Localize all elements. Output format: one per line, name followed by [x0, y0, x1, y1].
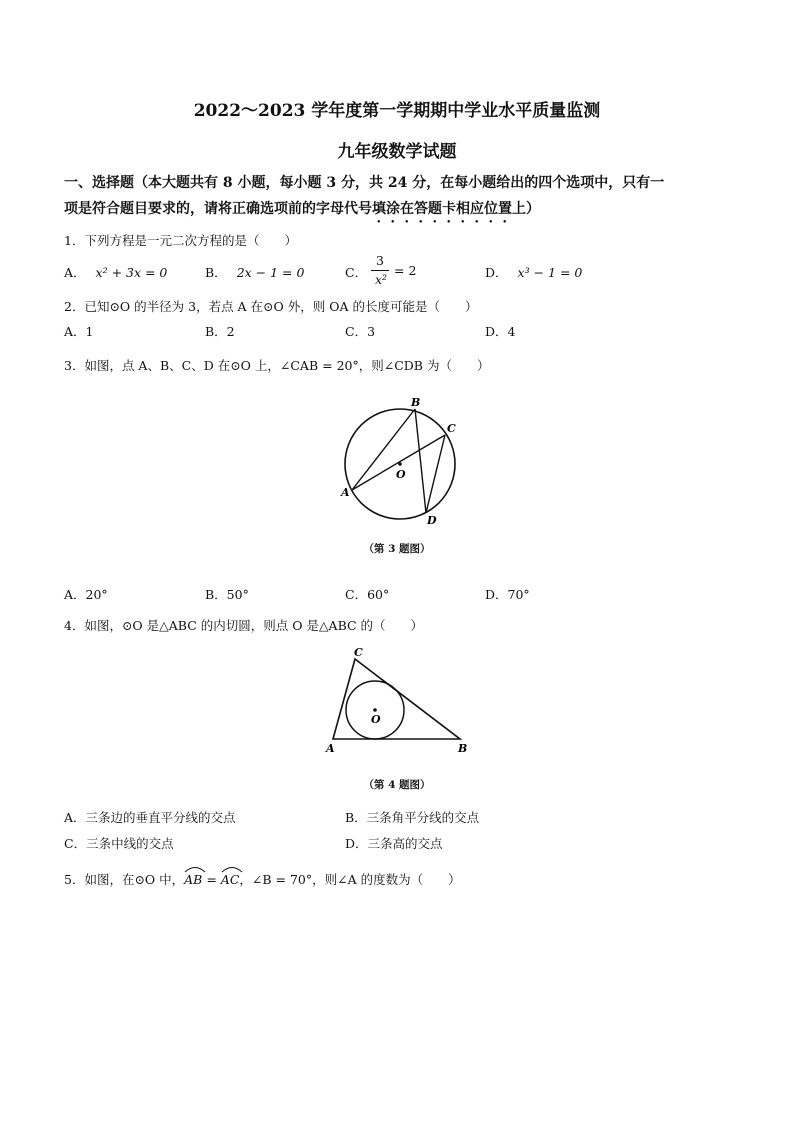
q5-arc-ab: AB [184, 872, 202, 887]
q3-stem: 3．如图，点 A、B、C、D 在⊙O 上，∠CAB = 20°，则∠CDB 为（ ） [64, 358, 490, 373]
q4-option-a: A．三条边的垂直平分线的交点 [64, 810, 236, 825]
q1-option-c-label: C． [345, 265, 368, 280]
q3-center-dot [398, 462, 402, 466]
q1-option-a: A． x² + 3x = 0 [64, 265, 168, 280]
q4-option-b: B．三条角平分线的交点 [345, 810, 480, 825]
section-heading-start: 项是符合题目要求的，请将正确选项前的字母代号 [64, 201, 372, 217]
q1-option-c-denominator: x² [374, 272, 388, 287]
q3-label-d: D [427, 514, 437, 527]
q2-option-b: B．2 [205, 324, 235, 339]
q3-caption: （第 3 题图） [363, 543, 431, 555]
q4-incircle-figure [320, 644, 480, 756]
q2-stem: 2．已知⊙O 的半径为 3，若点 A 在⊙O 外，则 OA 的长度可能是（ ） [64, 299, 478, 314]
q4-option-d: D．三条高的交点 [345, 836, 443, 851]
q1-option-d: D． x³ − 1 = 0 [485, 265, 583, 280]
q4-caption: （第 4 题图） [363, 779, 431, 791]
section-heading-end: 上） [512, 201, 540, 217]
exam-title: 2022～2023 学年度第一学期期中学业水平质量监测 [193, 101, 601, 121]
q2-option-a: A．1 [64, 324, 94, 339]
q4-label-o: O [371, 713, 381, 726]
arc-icon [184, 865, 206, 873]
q4-label-b: B [458, 742, 468, 755]
section-heading-line2 [64, 198, 540, 226]
q4-label-a: A [326, 742, 335, 755]
q1-fraction-bar [371, 270, 389, 271]
exam-subtitle: 九年级数学试题 [337, 142, 457, 162]
q1-option-b: B． 2x − 1 = 0 [205, 265, 305, 280]
q3-label-b: B [411, 396, 421, 409]
section-heading-emphasis: 填涂在答题卡相应位置 [372, 201, 512, 217]
q3-option-c: C．60° [345, 587, 390, 602]
q3-label-a: A [341, 486, 350, 499]
q3-option-a: A．20° [64, 587, 108, 602]
q3-option-d: D．70° [485, 587, 530, 602]
q4-label-c: C [354, 646, 363, 659]
q3-circle-figure [330, 392, 470, 532]
q3-label-c: C [447, 422, 456, 435]
q1-stem: 1．下列方程是一元二次方程的是（ ） [64, 233, 297, 248]
q5-arc-ac: AC [221, 872, 240, 887]
q4-center-dot [373, 708, 377, 712]
q1-option-c-numerator: 3 [376, 253, 384, 268]
section-heading-line1: 一、选择题（本大题共有 8 小题，每小题 3 分，共 24 分，在每小题给出的四个选项中，只有一 [64, 175, 665, 191]
q4-option-c: C．三条中线的交点 [64, 836, 174, 851]
q3-option-b: B．50° [205, 587, 249, 602]
q2-option-d: D．4 [485, 324, 516, 339]
q2-option-c: C．3 [345, 324, 376, 339]
q5-stem: 5．如图，在⊙O 中， AB = AC，∠B = 70°，则∠A 的度数为（ ） [64, 870, 461, 888]
arc-icon [221, 865, 243, 873]
q1-option-c-rest: = 2 [394, 263, 417, 278]
q4-stem: 4．如图，⊙O 是△ABC 的内切圆，则点 O 是△ABC 的（ ） [64, 618, 424, 633]
q3-label-o: O [396, 468, 406, 481]
